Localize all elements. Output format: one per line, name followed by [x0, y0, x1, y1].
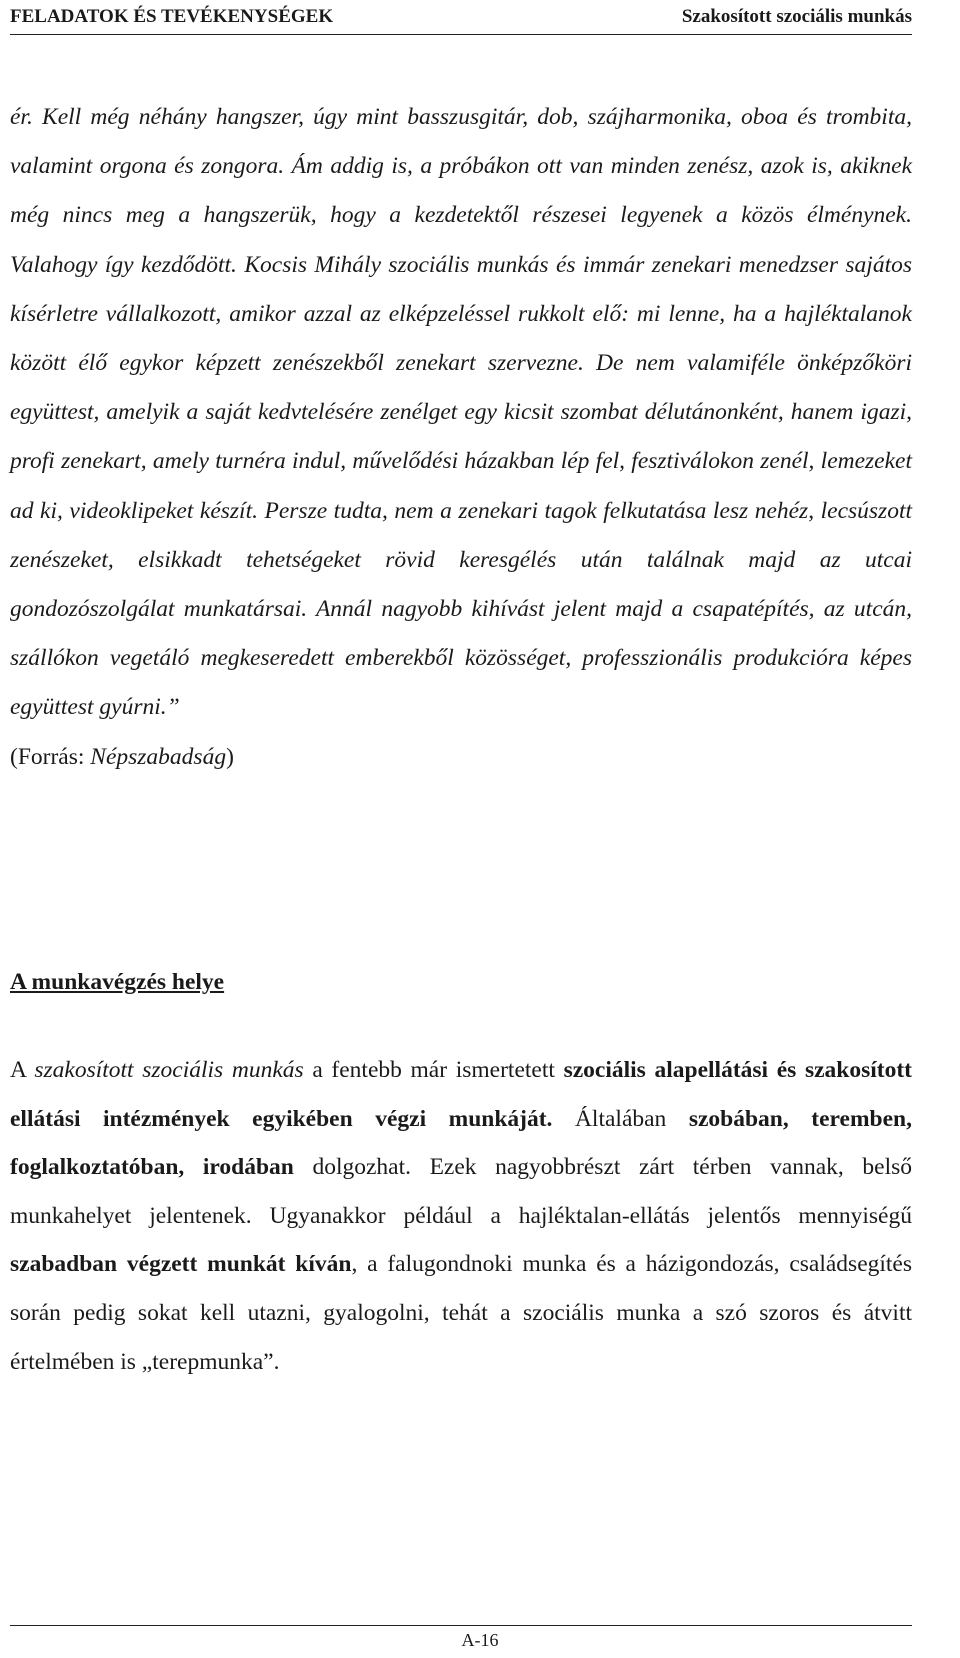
quote-paragraph — [10, 93, 912, 782]
source-name: Népszabadság — [90, 743, 227, 770]
body-part-f: szobában, teremben, foglalkoztatóban, irodában — [10, 1105, 912, 1181]
running-header — [10, 6, 912, 35]
body-part-h: szabadban végzett munkát kíván — [10, 1251, 352, 1278]
section-heading: A munkavégzés helye — [10, 969, 225, 995]
body-paragraph — [10, 1046, 912, 1386]
source-suffix: ) — [226, 743, 234, 770]
body-part-g: dolgozhat. Ezek nagyobbrészt zárt térben vannak, belső munkahelyet jelentenek. Ugyanakkor például a hajléktalan-ellátás jelentős mennyiségű — [10, 1154, 912, 1229]
body-part-e: Általában — [552, 1105, 689, 1132]
header-chapter-title: FELADATOK ÉS TEVÉKENYSÉGEK — [10, 6, 334, 27]
header-document-title: Szakosított szociális munkás — [681, 6, 912, 27]
body-part-c: a fentebb már ismertetett — [303, 1057, 564, 1083]
footer-rule — [10, 1625, 912, 1626]
page-number: A-16 — [461, 1630, 499, 1650]
body-part-b: szakosított szociális munkás — [34, 1057, 304, 1083]
quote-text: ér. Kell még néhány hangszer, úgy mint basszusgitár, dob, szájharmonika, oboa és trombita, valamint orgona és zongora. Ám addig is, a próbákon ott van minden zenész, azok is, akiknek még nincs meg a hangszerük, hogy a kezdetektől részesei legyenek a közös élménynek. Valahogy így kezdődött. Kocsis Mihály szociális munkás és immár zenekari menedzser sajátos kísérletre vállalkozott, amikor azzal az elképzeléssel rukkolt elő: mi lenne, ha a hajléktalanok között élő egykor képzett zenészekből zenekart szervezne. De nem valamiféle önképzőköri együttest, amelyik a saját kedvtelésére zenélget egy kicsit szombat délutánonként, hanem igazi, profi zenekart, amely turnéra indul, művelődési házakban lép fel, fesztiválokon zenél, lemezeket ad ki, videoklipeket készít. Persze tudta, nem a zenekari tagok felkutatása lesz nehéz, lecsúszott zenészeket, elsikkadt tehetségeket rövid keresgélés után találnak majd az utcai gondozószolgálat munkatársai. Annál nagyobb kihívást jelent majd a csapatépítés, az utcán, szállókon vegetáló megkeseredett emberekből közösséget, professzionális produkcióra képes együttest gyúrni.” — [10, 104, 912, 721]
body-part-i: , a falugondnoki munka és a házigondozás, családsegítés során pedig sokat kell utazni, gyalogolni, tehát a szociális munka a szó szoros és átvitt értelmében is „terepmunka”. — [10, 1251, 913, 1375]
source-prefix: (Forrás: — [10, 743, 91, 770]
body-part-d: szociális alapellátási és szakosított ellátási intézmények egyikében végzi munkáját. — [10, 1057, 913, 1132]
body-part-a: A — [10, 1057, 35, 1083]
